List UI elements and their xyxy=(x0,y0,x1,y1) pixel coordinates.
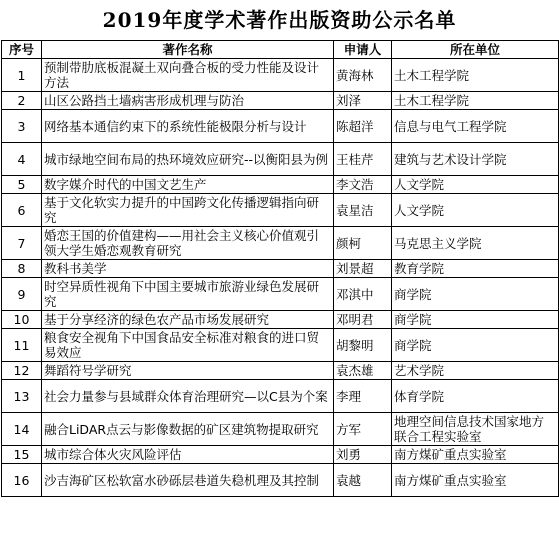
table-row xyxy=(2,227,559,260)
row-name: 舞蹈符号学研究 xyxy=(42,362,334,380)
table-row xyxy=(2,380,559,413)
row-name: 山区公路挡土墙病害形成机理与防治 xyxy=(42,92,334,110)
header-row xyxy=(2,41,559,59)
row-no: 10 xyxy=(2,311,42,329)
row-no: 5 xyxy=(2,176,42,194)
row-name: 婚恋王国的价值建构——用社会主义核心价值观引领大学生婚恋观教育研究 xyxy=(42,227,334,260)
row-applicant: 袁杰雄 xyxy=(334,362,392,380)
row-applicant: 陈超洋 xyxy=(334,110,392,143)
row-no: 12 xyxy=(2,362,42,380)
row-applicant: 李理 xyxy=(334,380,392,413)
row-applicant: 胡黎明 xyxy=(334,329,392,362)
row-unit: 南方煤矿重点实验室 xyxy=(392,464,559,497)
row-name: 时空异质性视角下中国主要城市旅游业绿色发展研究 xyxy=(42,278,334,311)
row-unit: 商学院 xyxy=(392,278,559,311)
header-unit: 所在单位 xyxy=(392,41,559,59)
table-row xyxy=(2,311,559,329)
row-unit: 商学院 xyxy=(392,311,559,329)
row-unit: 艺术学院 xyxy=(392,362,559,380)
header-applicant: 申请人 xyxy=(334,41,392,59)
row-name: 数字媒介时代的中国文艺生产 xyxy=(42,176,334,194)
table-row xyxy=(2,413,559,446)
row-no: 9 xyxy=(2,278,42,311)
row-no: 6 xyxy=(2,194,42,227)
row-applicant: 邓淇中 xyxy=(334,278,392,311)
row-unit: 建筑与艺术设计学院 xyxy=(392,143,559,176)
header-name: 著作名称 xyxy=(42,41,334,59)
header-no: 序号 xyxy=(2,41,42,59)
page-title: 2019年度学术著作出版资助公示名单 xyxy=(102,8,457,32)
row-no: 13 xyxy=(2,380,42,413)
row-no: 4 xyxy=(2,143,42,176)
row-unit: 人文学院 xyxy=(392,194,559,227)
row-name: 社会力量参与县域群众体育治理研究—以C县为个案 xyxy=(42,380,334,413)
row-applicant: 李文浩 xyxy=(334,176,392,194)
row-no: 7 xyxy=(2,227,42,260)
row-no: 11 xyxy=(2,329,42,362)
row-no: 16 xyxy=(2,464,42,497)
table-row xyxy=(2,446,559,464)
row-name: 粮食安全视角下中国食品安全标准对粮食的进口贸易效应 xyxy=(42,329,334,362)
table-row xyxy=(2,194,559,227)
table-row xyxy=(2,329,559,362)
row-unit: 马克思主义学院 xyxy=(392,227,559,260)
row-applicant: 袁星洁 xyxy=(334,194,392,227)
row-unit: 人文学院 xyxy=(392,176,559,194)
row-unit: 南方煤矿重点实验室 xyxy=(392,446,559,464)
row-no: 2 xyxy=(2,92,42,110)
row-unit: 地理空间信息技术国家地方联合工程实验室 xyxy=(392,413,559,446)
table-row xyxy=(2,464,559,497)
row-unit: 商学院 xyxy=(392,329,559,362)
row-name: 网络基本通信约束下的系统性能极限分析与设计 xyxy=(42,110,334,143)
row-applicant: 方军 xyxy=(334,413,392,446)
row-name: 教科书美学 xyxy=(42,260,334,278)
row-name: 城市综合体火灾风险评估 xyxy=(42,446,334,464)
row-applicant: 王桂芹 xyxy=(334,143,392,176)
table-row xyxy=(2,59,559,92)
row-applicant: 黄海林 xyxy=(334,59,392,92)
table-row xyxy=(2,110,559,143)
row-name: 预制带肋底板混凝土双向叠合板的受力性能及设计方法 xyxy=(42,59,334,92)
row-name: 融合LiDAR点云与影像数据的矿区建筑物提取研究 xyxy=(42,413,334,446)
table-row xyxy=(2,143,559,176)
row-applicant: 颜柯 xyxy=(334,227,392,260)
row-name: 城市绿地空间布局的热环境效应研究--以衡阳县为例 xyxy=(42,143,334,176)
row-applicant: 刘泽 xyxy=(334,92,392,110)
row-name: 基于分享经济的绿色农产品市场发展研究 xyxy=(42,311,334,329)
table-row xyxy=(2,362,559,380)
row-unit: 教育学院 xyxy=(392,260,559,278)
row-name: 沙吉海矿区松软富水砂砾层巷道失稳机理及其控制 xyxy=(42,464,334,497)
row-unit: 体育学院 xyxy=(392,380,559,413)
row-applicant: 袁越 xyxy=(334,464,392,497)
row-unit: 土木工程学院 xyxy=(392,92,559,110)
row-unit: 信息与电气工程学院 xyxy=(392,110,559,143)
funding-table xyxy=(1,40,559,497)
row-no: 14 xyxy=(2,413,42,446)
row-applicant: 刘景超 xyxy=(334,260,392,278)
table-row xyxy=(2,260,559,278)
table-row xyxy=(2,92,559,110)
row-applicant: 刘勇 xyxy=(334,446,392,464)
row-no: 1 xyxy=(2,59,42,92)
table-row xyxy=(2,176,559,194)
row-unit: 土木工程学院 xyxy=(392,59,559,92)
row-no: 15 xyxy=(2,446,42,464)
table-row xyxy=(2,278,559,311)
row-name: 基于文化软实力提升的中国跨文化传播逻辑指向研究 xyxy=(42,194,334,227)
row-no: 3 xyxy=(2,110,42,143)
row-no: 8 xyxy=(2,260,42,278)
row-applicant: 邓明君 xyxy=(334,311,392,329)
